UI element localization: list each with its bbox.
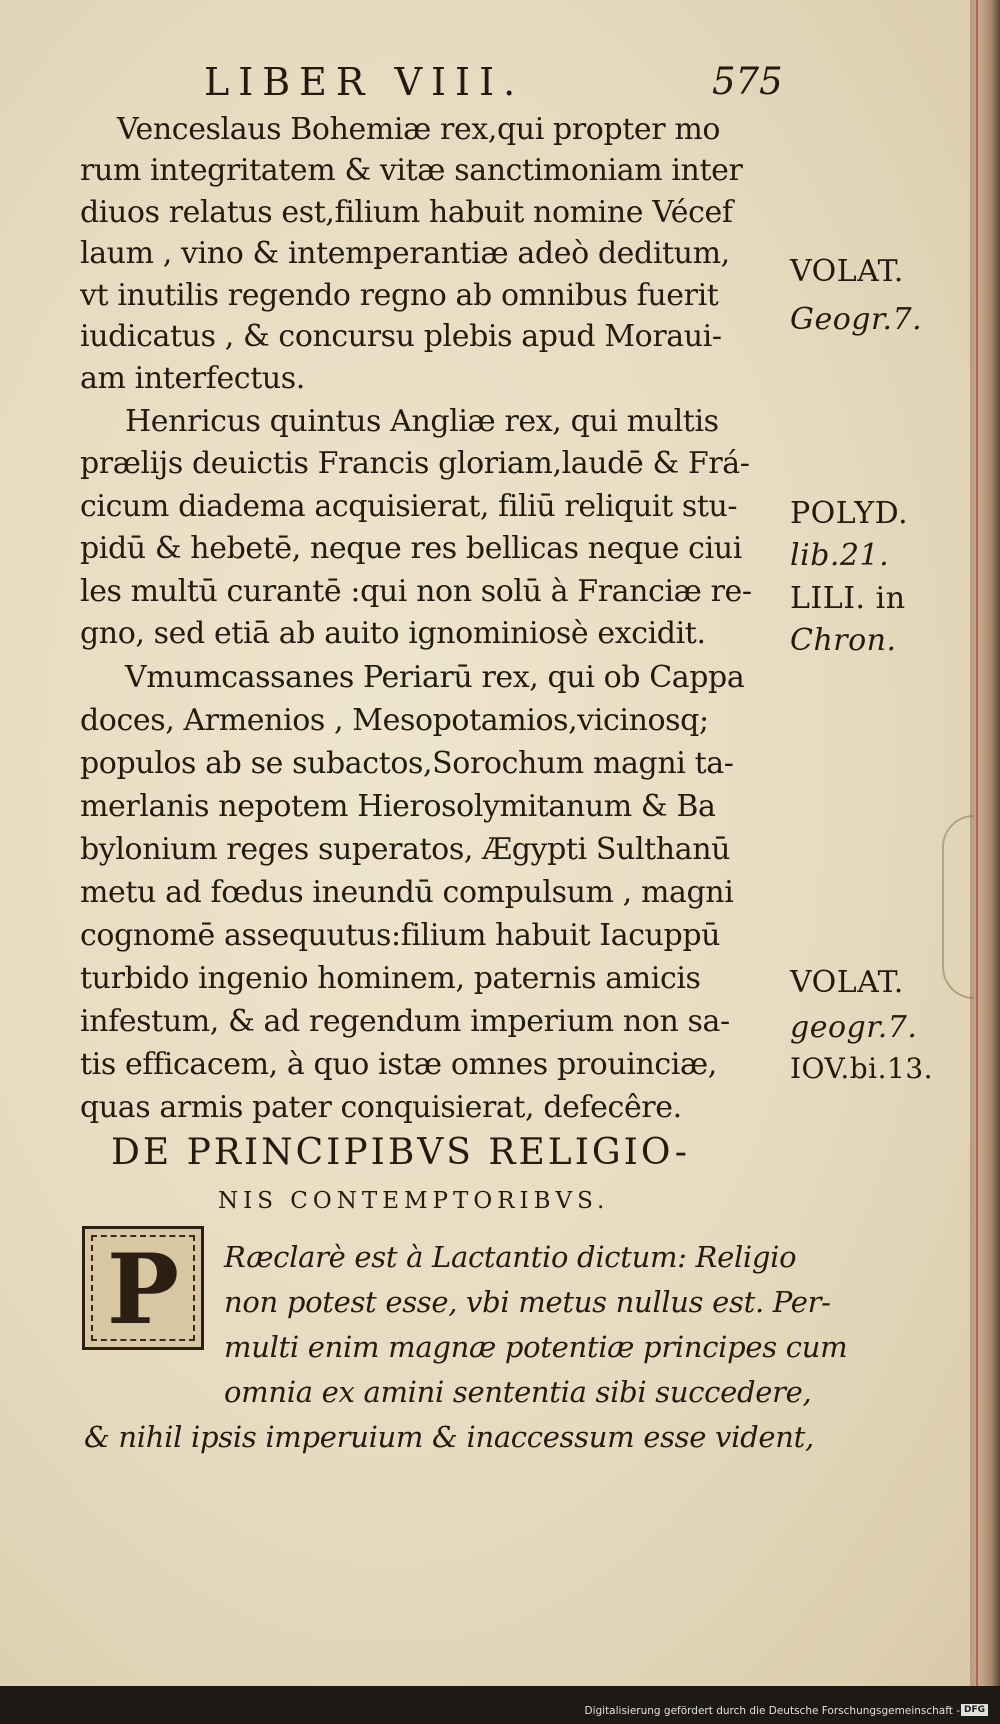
body-line: populos ab se subactos,Sorochum magni ta- — [80, 746, 734, 781]
body-line: am interfectus. — [80, 361, 305, 396]
body-line: Vmumcassanes Periarū rex, qui ob Cappa — [125, 660, 745, 695]
red-page-edge — [976, 0, 978, 1686]
italic-line: omnia ex amini sententia sibi succedere, — [224, 1375, 812, 1409]
marginal-note: LILI. in — [790, 581, 906, 616]
body-line: prælijs deuictis Francis gloriam,laudē & Frá- — [80, 446, 750, 481]
body-line: bylonium reges superatos, Ægypti Sulthanū — [80, 832, 731, 867]
running-title: LIBER VIII. — [204, 60, 525, 104]
body-line: vt inutilis regendo regno ab omnibus fuerit — [80, 278, 719, 313]
italic-line: & nihil ipsis imperuium & inaccessum esse vident, — [84, 1420, 814, 1454]
section-heading: DE PRINCIPIBVS RELIGIO- — [111, 1132, 690, 1173]
body-line: diuos relatus est,filium habuit nomine Vécef — [80, 195, 733, 230]
body-line: pidū & hebetē, neque res bellicas neque ciui — [80, 531, 742, 566]
marginal-note: lib.21. — [790, 538, 890, 573]
italic-line: multi enim magnæ potentiæ principes cum — [224, 1330, 848, 1364]
book-edge — [970, 0, 1000, 1686]
body-line: turbido ingenio hominem, paternis amicis — [80, 961, 701, 996]
body-line: metu ad fœdus ineundū compulsum , magni — [80, 875, 734, 910]
body-line: cicum diadema acquisierat, filiū reliquit stu- — [80, 489, 738, 524]
marginal-note: VOLAT. — [790, 965, 904, 1000]
body-line: rum integritatem & vitæ sanctimoniam inter — [80, 153, 743, 188]
body-line: Henricus quintus Angliæ rex, qui multis — [125, 404, 719, 439]
marginal-note: geogr.7. — [790, 1010, 918, 1045]
body-line: les multū curantē :qui non solū à Franciæ re- — [80, 574, 752, 609]
body-line: merlanis nepotem Hierosolymitanum & Ba — [80, 789, 716, 824]
body-line: Venceslaus Bohemiæ rex,qui propter mo — [117, 112, 721, 147]
body-line: quas armis pater conquisierat, defecêre. — [80, 1090, 682, 1125]
body-line: doces, Armenios , Mesopotamios,vicinosq; — [80, 703, 709, 738]
initial-letter: P — [106, 1233, 180, 1346]
marginal-note: Chron. — [790, 623, 897, 658]
decorated-initial — [82, 1226, 204, 1350]
marginal-note: VOLAT. — [790, 254, 904, 289]
italic-line: Ræclarè est à Lactantio dictum: Religio — [224, 1240, 797, 1274]
page-tab-marker — [942, 815, 974, 999]
marginal-note: IOV.bi.13. — [790, 1052, 934, 1085]
marginal-note: POLYD. — [790, 496, 909, 531]
body-line: tis efficacem, à quo istæ omnes prouinciæ, — [80, 1047, 717, 1082]
footer-credit: Digitalisierung gefördert durch die Deutsche Forschungsgemeinschaft - — [584, 1705, 960, 1717]
marginal-note: Geogr.7. — [790, 302, 923, 337]
body-line: gno, sed etiā ab auito ignominiosè excidit. — [80, 616, 706, 651]
section-subheading: NIS CONTEMPTORIBVS. — [218, 1188, 610, 1214]
body-line: cognomē assequutus:filium habuit Iacuppū — [80, 918, 721, 953]
dfg-logo: DFG — [961, 1704, 988, 1716]
italic-line: non potest esse, vbi metus nullus est. Per- — [224, 1285, 831, 1319]
body-line: iudicatus , & concursu plebis apud Moraui- — [80, 319, 722, 354]
page-number: 575 — [712, 60, 783, 103]
body-line: infestum, & ad regendum imperium non sa- — [80, 1004, 730, 1039]
body-line: laum , vino & intemperantiæ adeò deditum, — [80, 236, 730, 271]
